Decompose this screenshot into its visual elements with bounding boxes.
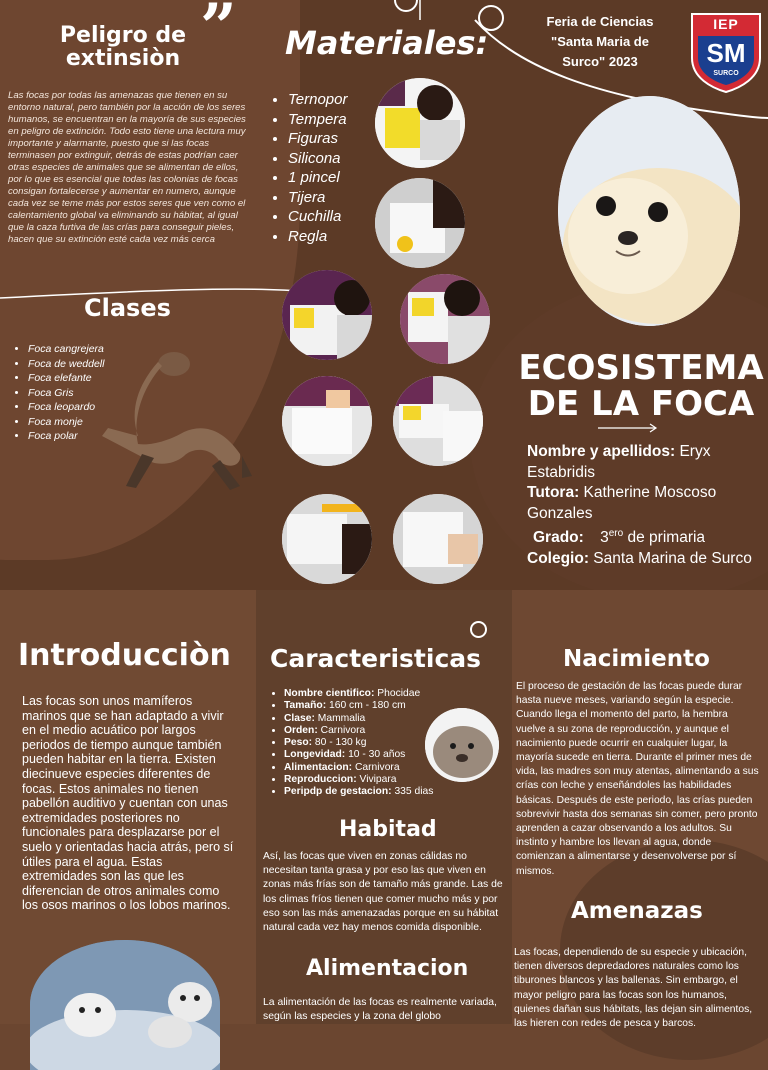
info-grado-num: 3 bbox=[600, 529, 609, 547]
amenazas-title: Amenazas bbox=[571, 898, 703, 924]
caract-value: 80 - 130 kg bbox=[312, 737, 367, 749]
info-grado-rest: de primaria bbox=[623, 529, 706, 547]
alimentacion-title: Alimentacion bbox=[306, 956, 469, 981]
amenazas-text: Las focas, dependiendo de su especie y ubicación, tienen diversos depredadores naturales como los tiburones blancos y las ballenas. Sin embargo, el mayor peligro para las focas son los humanos, quienes dañan sus hábitats, las dejan sin alimentos, las hieren con redes de pesca y barcos. bbox=[514, 947, 753, 1030]
caract-label: Alimentacion: bbox=[284, 761, 353, 773]
info-nombre-label: Nombre y apellidos: bbox=[527, 443, 676, 460]
feria-heading bbox=[525, 12, 675, 72]
nacimiento-title: Nacimiento bbox=[563, 646, 710, 672]
caract-item bbox=[284, 786, 484, 798]
logo-mid-text: SM bbox=[706, 38, 746, 68]
materiales-title: Materiales: bbox=[285, 24, 489, 62]
alimentacion-text: La alimentación de las focas es realmente variada, según las especies y la zona del globo bbox=[263, 997, 497, 1023]
info-grado bbox=[527, 524, 765, 549]
habitat-title: Habitad bbox=[339, 817, 437, 842]
info-nombre-value: Eryx Estabridis bbox=[527, 443, 711, 481]
activity-photo-8 bbox=[393, 494, 483, 584]
activity-photo-2 bbox=[375, 178, 465, 268]
info-colegio bbox=[527, 549, 765, 570]
clases-item: • Foca leopardo bbox=[28, 400, 138, 415]
materiales-item: • 1 pincel bbox=[288, 168, 398, 188]
caract-value: 335 dias bbox=[391, 786, 434, 798]
caract-label: Longevidad: bbox=[284, 749, 346, 761]
habitat-text: Así, las focas que viven en zonas cálidas no necesitan tanta grasa y por eso las que viven en zonas más frías son de tamaño más grande. Las de los climas fríos tienen que comer mucho más y por eso son las más amenazadas porque en su hábitat natural cada vez hay menos comida disponible. bbox=[263, 851, 503, 934]
clases-title: Clases bbox=[84, 294, 171, 322]
info-nombre bbox=[527, 442, 765, 483]
sea-lion-illustration bbox=[92, 336, 252, 496]
info-tutora-value: Katherine Moscoso Gonzales bbox=[527, 484, 717, 522]
info-tutora-label: Tutora: bbox=[527, 484, 580, 501]
clases-item: • Foca cangrejera bbox=[28, 342, 138, 357]
caract-value: Vivipara bbox=[356, 774, 397, 786]
clases-item: • Foca elefante bbox=[28, 371, 138, 386]
caract-label: Peso: bbox=[284, 737, 313, 749]
logo-top-text: IEP bbox=[713, 16, 739, 32]
caract-label: Clase: bbox=[284, 712, 315, 724]
seal-head-photo bbox=[425, 708, 499, 782]
feria-line-1: Feria de Ciencias bbox=[546, 14, 654, 29]
materiales-item: • Silicona bbox=[288, 149, 398, 169]
caract-value: 10 - 30 años bbox=[345, 749, 406, 761]
clases-item: • Foca polar bbox=[28, 429, 138, 444]
activity-photo-6 bbox=[393, 376, 483, 466]
seal-pups-photo bbox=[30, 940, 220, 1070]
activity-photo-1 bbox=[375, 78, 465, 168]
caract-item bbox=[284, 688, 484, 700]
info-grado-label: Grado: bbox=[533, 529, 584, 547]
seal-pup-photo bbox=[558, 96, 740, 326]
info-tutora bbox=[527, 483, 765, 524]
materiales-item: • Tijera bbox=[288, 188, 398, 208]
feria-line-3: Surco" 2023 bbox=[562, 54, 638, 69]
clases-item: • Foca Gris bbox=[28, 386, 138, 401]
caract-value: Phocidae bbox=[374, 688, 421, 699]
feria-line-2: "Santa Maria de bbox=[551, 34, 649, 49]
caract-label: Peripdp de gestacion: bbox=[284, 786, 392, 798]
caract-value: Carnivora bbox=[317, 724, 366, 736]
nacimiento-text: El proceso de gestación de las focas puede durar hasta nueve meses, variando según la especie. Cuando llega el momento del parto, la hembra vuelve a su zona de reproducción, y aunque el nacimiento puede ocurrir en cualquier lugar, la mayoría sucede en tierra. Durante el primer mes de vida, las madres son muy atentas, alimentando a sus crías con leche y enseñándoles las habilidades básicas. Después de este periodo, las crías pueden sobrevivir hasta dos semanas sin comer, pero pronto aprenden a cazar observando a los adultos. Su instinto y hambre los llevan al agua, donde comienzan a alimentarse y desenvolverse por sí mismos. bbox=[516, 681, 759, 877]
materiales-item: • Regla bbox=[288, 227, 398, 247]
decorative-ring-mid bbox=[470, 621, 487, 638]
activity-photo-4 bbox=[400, 274, 490, 364]
ecosistema-line-2: DE LA FOCA bbox=[527, 384, 755, 424]
clases-item: • Foca de weddell bbox=[28, 357, 138, 372]
caract-label: Reproduccion: bbox=[284, 774, 357, 786]
activity-photo-5 bbox=[282, 376, 372, 466]
intro-text: Las focas son unos mamíferos marinos que se han adaptado a vivir en el medio acuático por largos periodos de tiempo aunque también pueden habitar en la tierra. Existen diecinueve especies diferentes de focas. Estos animales no tienen pabellón auditivo y cuentan con unas extremidades posteriores no funcionales para desplazarse por el suelo y orientadas hacia atrás, pero sí útiles para el agua. Estas extremidades son las que les diferencian de otros animales como los osos marinos o los lobos marinos. bbox=[22, 694, 234, 913]
materiales-item: • Cuchilla bbox=[288, 207, 398, 227]
caract-title: Caracteristicas bbox=[270, 644, 482, 673]
info-colegio-label: Colegio: bbox=[527, 549, 589, 567]
peligro-text: Las focas por todas las amenazas que tienen en su entorno natural, pero también por la acción de los seres humanos, se encuentran en la mayoría de sus especies en peligro de extinción. Todo esto tiene una lectura muy importante y alarmante, puesto que si las focas terminasen por extinguir, detrás de estas podrían caer otras especies de animales que se alimentan de ellos, por lo que es esencial que todas las colonias de focas consigan fortalecerse y aumentar en numero, aunque cada vez se teme más por estos seres que ven como el calentamiento global va eliminando su hábitat, al igual que la caza furtiva de las crías para conseguir pieles, hacen que su extinción esté cada vez más cerca bbox=[8, 90, 246, 245]
info-colegio-value: Santa Marina de Surco bbox=[589, 549, 752, 567]
info-grado-sup: ero bbox=[608, 528, 624, 539]
intro-title: Introducciòn bbox=[18, 638, 231, 673]
quote-mark-icon: ” bbox=[200, 0, 237, 65]
student-info bbox=[527, 442, 765, 569]
caract-value: Carnivora bbox=[352, 761, 400, 773]
caract-label: Nombre cientifico: bbox=[284, 688, 375, 699]
materiales-item: • Figuras bbox=[288, 129, 398, 149]
activity-photo-7 bbox=[282, 494, 372, 584]
caract-value: Mammalia bbox=[314, 712, 366, 724]
caract-label: Tamaño: bbox=[284, 700, 327, 712]
clases-item: • Foca monje bbox=[28, 415, 138, 430]
materiales-item: • Ternopor bbox=[288, 90, 398, 110]
activity-photo-3 bbox=[282, 270, 372, 360]
materiales-item: • Tempera bbox=[288, 110, 398, 130]
school-logo bbox=[690, 12, 762, 94]
peligro-title: Peligro de extinsiòn bbox=[59, 23, 187, 72]
caract-label: Orden: bbox=[284, 724, 318, 736]
ecosistema-title bbox=[514, 350, 768, 422]
logo-bottom-text: SURCO bbox=[713, 70, 739, 77]
ecosistema-line-1: ECOSISTEMA bbox=[518, 348, 764, 388]
caract-value: 160 cm - 180 cm bbox=[326, 700, 406, 712]
